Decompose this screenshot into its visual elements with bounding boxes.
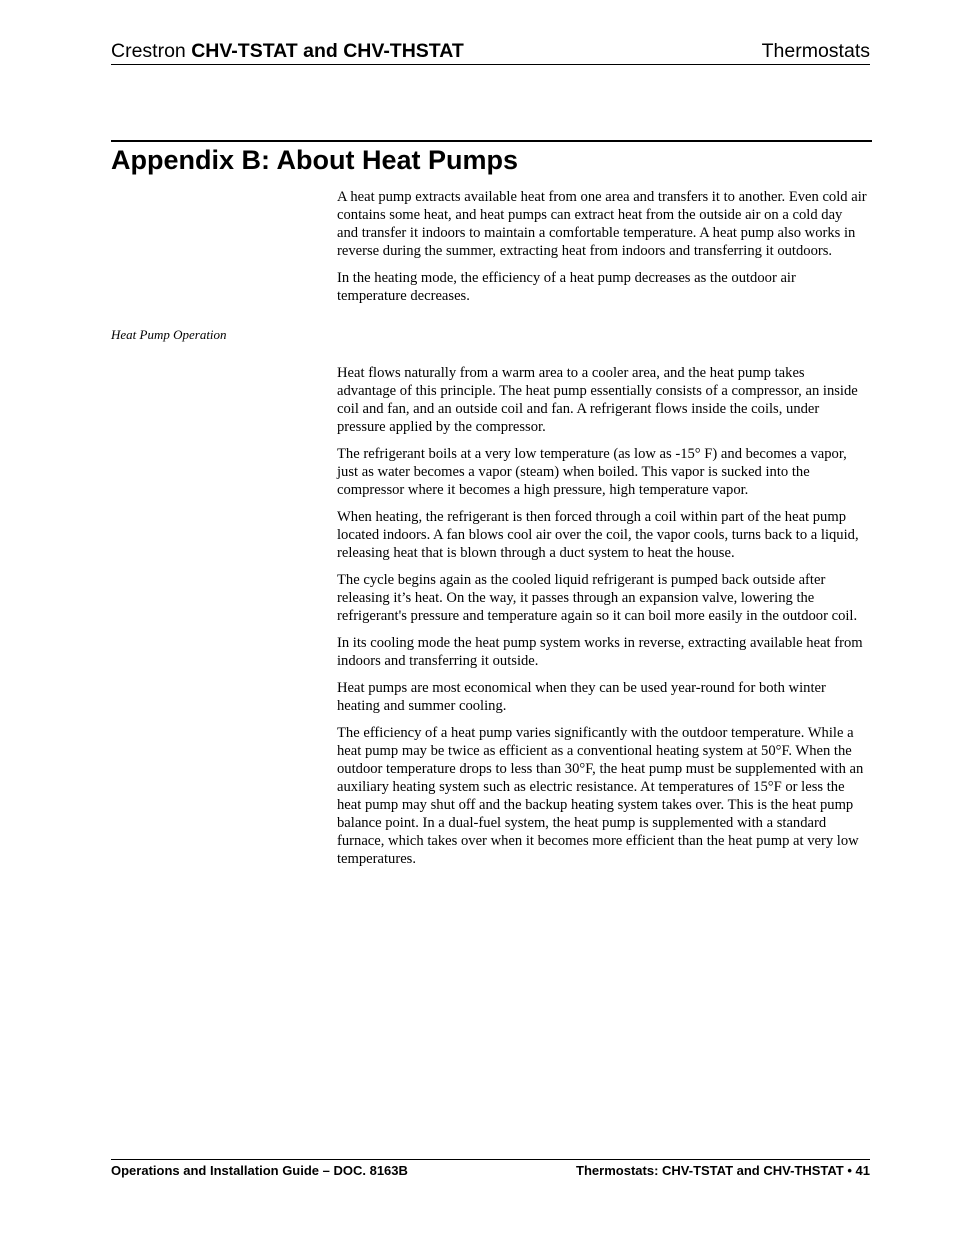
page-header [111,38,870,65]
page-footer [111,1159,870,1180]
intro-text [337,188,867,314]
paragraph: The cycle begins again as the cooled liquid refrigerant is pumped back outside after releasing it’s heat. On the way, it passes through an expansion valve, lowering the refrigerant's pressure and temperature again so it can boil more easily in the outdoor coil. [337,572,858,624]
paragraph: In the heating mode, the efficiency of a heat pump decreases as the outdoor air temperature decreases. [337,270,796,304]
paragraph: Heat pumps are most economical when they can be used year-round for both winter heating and summer cooling. [337,680,826,714]
paragraph: The efficiency of a heat pump varies significantly with the outdoor temperature. While a heat pump may be twice as efficient as a conventional heating system at 50°F. When the outdoor temperature drops to less than 30°F, the heat pump must be supplemented with an auxiliary heating system such as electric resistance. At temperatures of 15°F or less the heat pump may shut off and the backup heating system takes over. This is the heat pump balance point. In a dual-fuel system, the heat pump is supplemented with a standard furnace, which takes over when it becomes more efficient than the heat pump at very low temperatures. [337,725,864,867]
header-section: Thermostats [761,40,870,62]
paragraph: The refrigerant boils at a very low temperature (as low as -15° F) and becomes a vapor, just as water becomes a vapor (steam) when boiled. This vapor is sucked into the compressor where it becomes a high pressure, high temperature vapor. [337,446,847,498]
header-brand: Crestron [111,40,186,62]
page-title: Appendix B: About Heat Pumps [111,145,519,175]
heat-pump-operation-text [337,364,867,877]
paragraph: When heating, the refrigerant is then forced through a coil within part of the heat pump located indoors. A fan blows cool air over the coil, the vapor cools, turns back to a liquid, releasing heat that is blown through a duct system to heat the house. [337,509,859,561]
section-heading: Heat Pump Operation [111,327,227,342]
footer-doc-title: Operations and Installation Guide – DOC. 8163B [111,1163,408,1178]
paragraph: In its cooling mode the heat pump system works in reverse, extracting available heat from indoors and transferring it outside. [337,635,863,669]
paragraph: Heat flows naturally from a warm area to a cooler area, and the heat pump takes advantage of this principle. The heat pump essentially consists of a compressor, an inside coil and fan, and an outside coil and fan. A refrigerant flows inside the coils, under pressure applied by the compressor. [337,365,858,435]
header-model: CHV-TSTAT and CHV-THSTAT [191,40,464,62]
paragraph: A heat pump extracts available heat from one area and transfers it to another. Even cold air contains some heat, and heat pumps can extract heat from the outside air on a cold day and transfer it indoors to maintain a comfortable temperature. A heat pump also works in reverse during the summer, extracting heat from indoors and transferring it outdoors. [337,189,867,259]
footer-page-info: Thermostats: CHV-TSTAT and CHV-THSTAT • 41 [576,1163,870,1178]
